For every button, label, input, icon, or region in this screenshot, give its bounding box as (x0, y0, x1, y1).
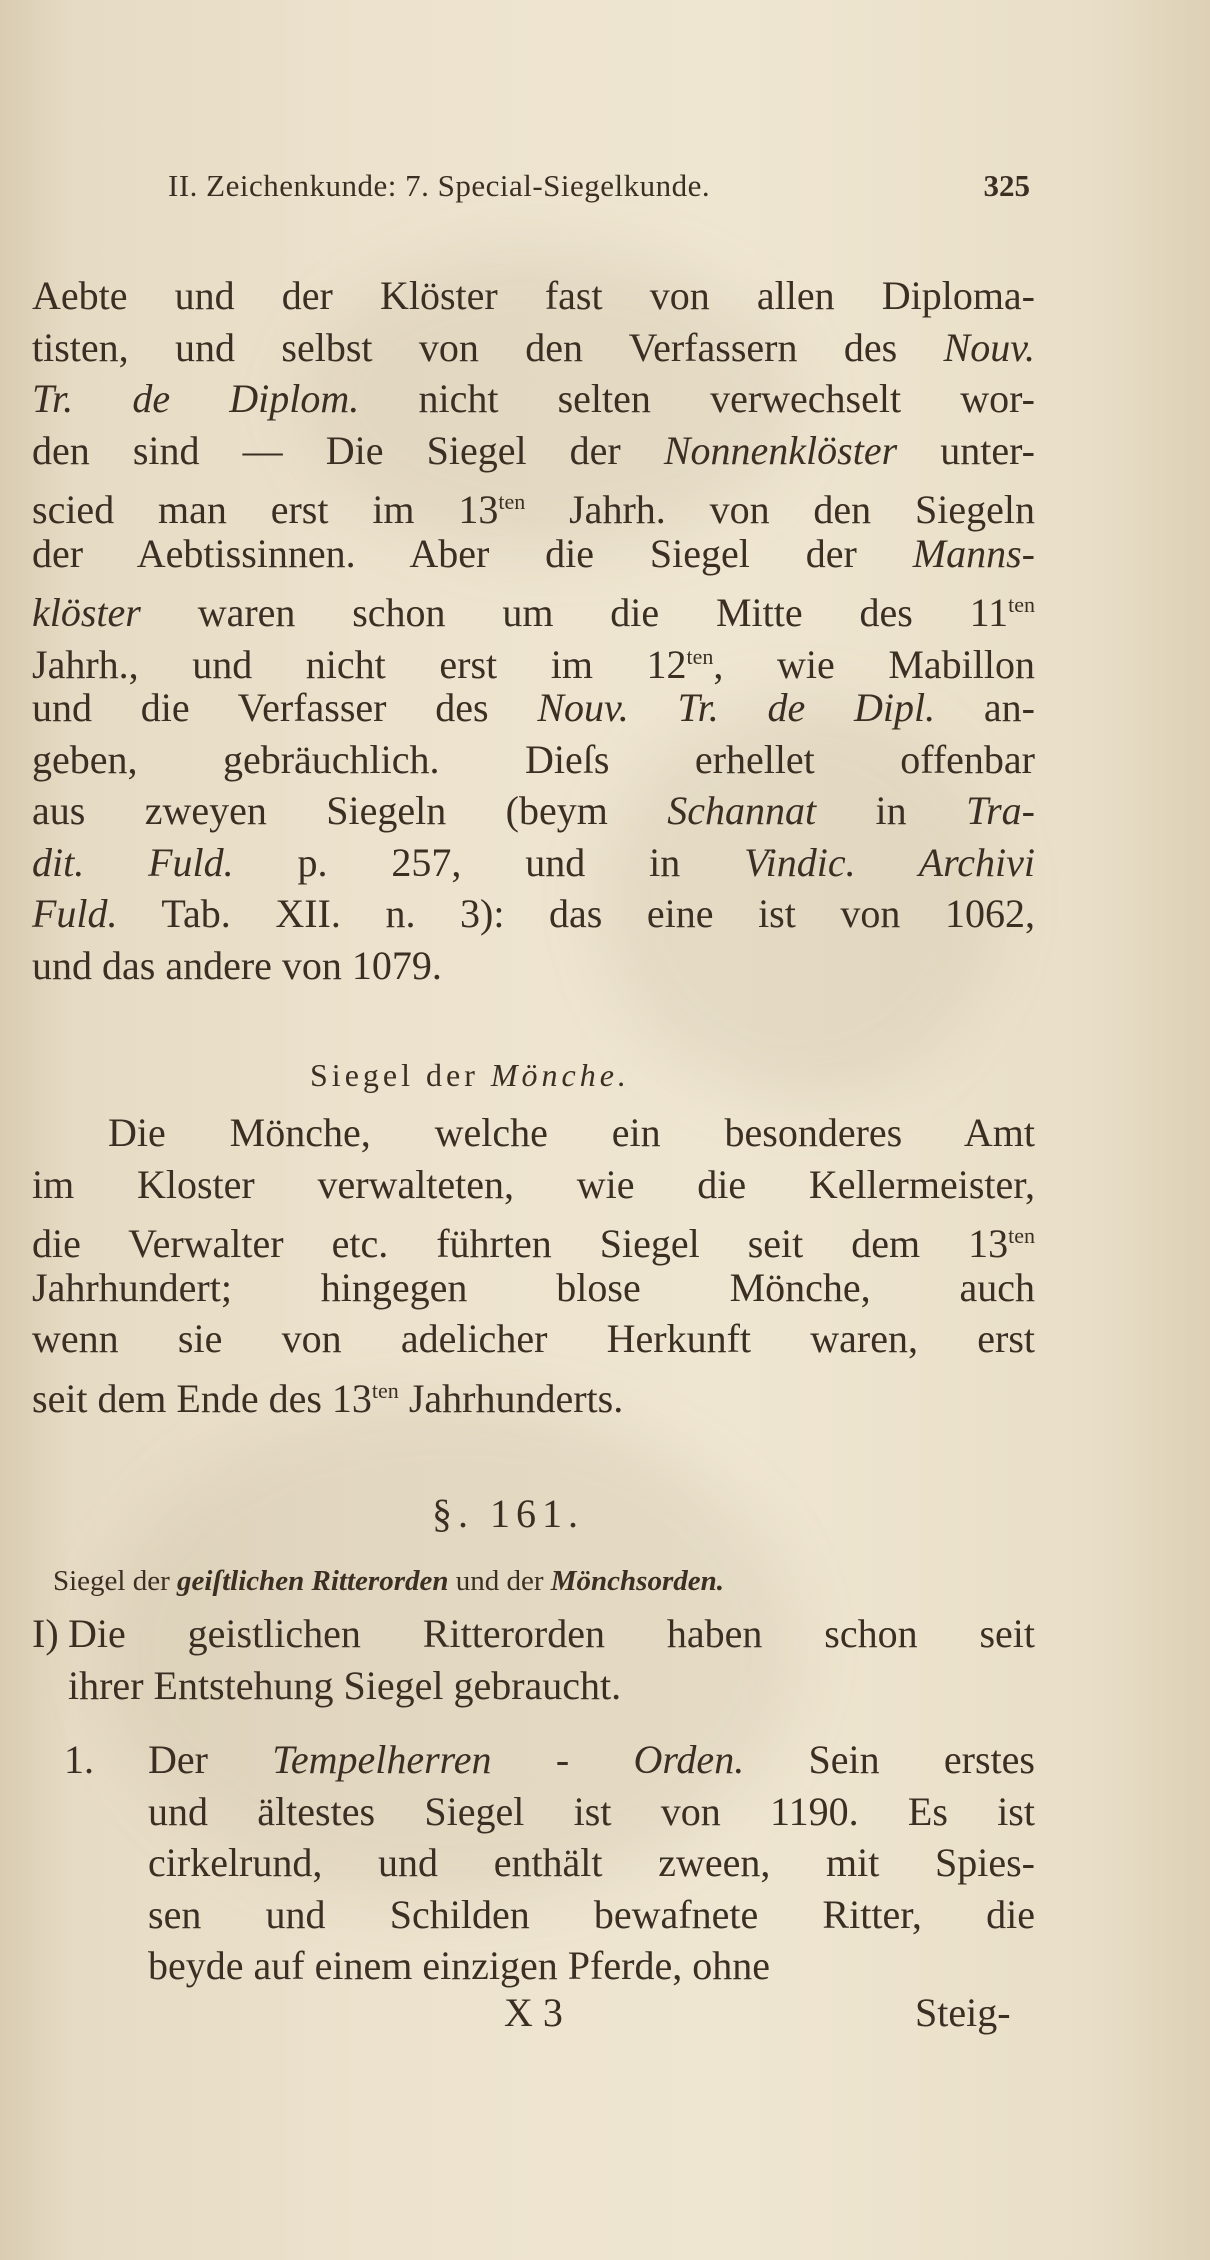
text-run: cirkelrund, und enthält zween, mit Spies- (148, 1840, 1035, 1885)
signature-mark: X 3 (504, 1990, 563, 2035)
text-run: im Kloster verwalteten, wie die Kellermeister, (32, 1161, 1035, 1207)
italic-text: Tr. de Diplom. (32, 376, 360, 421)
text-run: Tab. XII. n. 3): das eine ist von 1062, (117, 891, 1035, 936)
text-run: p. 257, und in (233, 839, 745, 885)
text-run: Siegel der (310, 1057, 491, 1093)
text-line (32, 476, 1035, 532)
italic-text: dit. Fuld. (32, 839, 234, 885)
running-title: II. Zeichenkunde: 7. Special-Siegelkunde. (168, 168, 711, 203)
text-line (32, 373, 1035, 425)
superscript: ten (1008, 1223, 1035, 1248)
text-run: wenn sie von adelicher Herkunft waren, erst (32, 1316, 1035, 1361)
italic-text: Tra- (966, 788, 1035, 833)
text-line (32, 1159, 1035, 1211)
text-line (32, 682, 1035, 734)
superscript: ten (371, 1377, 399, 1403)
text-line (32, 1365, 1035, 1421)
text-run: aus zweyen Siegeln (beym (32, 788, 668, 833)
italic-text: Manns- (912, 530, 1035, 576)
text-line (148, 1940, 1035, 1992)
text-run: Jahrh., und nicht erst im 12 (32, 641, 687, 687)
text-line (32, 785, 1035, 837)
superscript: ten (686, 643, 714, 669)
text-run: der Aebtissinnen. Aber die Siegel der (32, 530, 913, 576)
italic-text: Tempelherren - Orden. (272, 1737, 745, 1782)
text-run: beyde auf einem einzigen Pferde, ohne (148, 1943, 770, 1988)
text-run: und der (448, 1565, 551, 1597)
text-run: Jahrh. von den Siegeln (525, 487, 1035, 532)
text-run: Der (148, 1737, 273, 1782)
text-line (32, 940, 1035, 992)
text-run: und ältestes Siegel ist von 1190. Es ist (148, 1788, 1035, 1834)
italic-text: Mönche. (490, 1057, 630, 1093)
text-line (68, 1660, 1035, 1712)
text-run: in (816, 788, 967, 833)
italic-text: geiſtlichen Ritterorden (177, 1565, 449, 1597)
text-line (32, 1313, 1035, 1365)
superscript: ten (1008, 592, 1035, 617)
text-run: Siegel der (53, 1565, 178, 1597)
text-run: Sein erstes (744, 1737, 1035, 1782)
item-I-text (68, 1608, 1035, 1711)
text-run: waren schon um die Mitte des 11 (140, 590, 1009, 635)
item-1-text (148, 1734, 1035, 1992)
paragraph-continuation (32, 270, 1035, 991)
text-line (32, 888, 1035, 940)
italic-text: Nouv. Tr. de Dipl. (537, 685, 936, 730)
text-line (32, 270, 1035, 322)
text-run: tisten, und selbst von den Verfassern des (32, 324, 944, 370)
superscript: ten (498, 489, 526, 514)
section-title (53, 1556, 724, 1608)
text-run: Aebte und der Klöster fast von allen Diploma- (32, 273, 1035, 318)
text-line (32, 528, 1035, 580)
text-run: sen und Schilden bewafnete Ritter, die (148, 1891, 1035, 1937)
text-run: seit dem Ende des 13 (32, 1375, 372, 1421)
catchword: Steig- (915, 1990, 1011, 2035)
text-run: die Verwalter etc. führten Siegel seit dem 13 (32, 1221, 1009, 1266)
text-line (148, 1786, 1035, 1838)
text-run: Die geistlichen Ritterorden haben schon seit (68, 1611, 1035, 1656)
text-line (32, 1262, 1035, 1314)
page-number: 325 (983, 168, 1030, 203)
italic-text: Mönchsorden. (550, 1565, 725, 1597)
italic-text: Fuld. (32, 891, 118, 936)
text-line (32, 837, 1035, 889)
text-line (68, 1608, 1035, 1660)
italic-text: Nouv. (943, 324, 1035, 370)
text-run: unter- (897, 427, 1035, 473)
text-line (148, 1837, 1035, 1889)
text-run: Jahrhundert; hingegen blose Mönche, auch (32, 1264, 1035, 1310)
section-number: §. 161. (432, 1491, 584, 1536)
text-line (148, 1889, 1035, 1941)
text-run: ihrer Entstehung Siegel gebraucht. (68, 1662, 622, 1708)
text-line (148, 1734, 1035, 1786)
text-line (32, 579, 1035, 635)
text-run: an- (935, 685, 1035, 730)
text-run: geben, gebräuchlich. Dieſs erhellet offenbar (32, 736, 1035, 782)
text-line (32, 1107, 1035, 1159)
item-marker: 1. (64, 1737, 94, 1782)
text-run: Die Mönche, welche ein besonderes Amt (108, 1110, 1035, 1155)
italic-text: Schannat (667, 788, 817, 833)
italic-text: Vindic. Archivi (744, 839, 1035, 885)
running-header (168, 168, 1030, 212)
text-run: nicht selten verwechselt wor- (359, 376, 1035, 421)
text-line (32, 734, 1035, 786)
text-run: Jahrhunderts. (398, 1375, 624, 1421)
text-run: , wie Mabillon (713, 641, 1035, 687)
paragraph-monks (32, 1107, 1035, 1421)
text-line (32, 322, 1035, 374)
text-line (32, 1210, 1035, 1266)
item-marker: I) (32, 1611, 59, 1656)
text-run: und die Verfasser des (32, 685, 538, 730)
text-run: scied man erst im 13 (32, 487, 499, 532)
text-line (32, 425, 1035, 477)
text-line (32, 631, 1035, 687)
italic-text: klöster (32, 590, 141, 635)
text-run: und das andere von 1079. (32, 942, 442, 988)
subheading-monks-seals (310, 1050, 630, 1102)
italic-text: Nonnenklöster (663, 427, 898, 473)
text-run: den sind — Die Siegel der (32, 427, 664, 473)
